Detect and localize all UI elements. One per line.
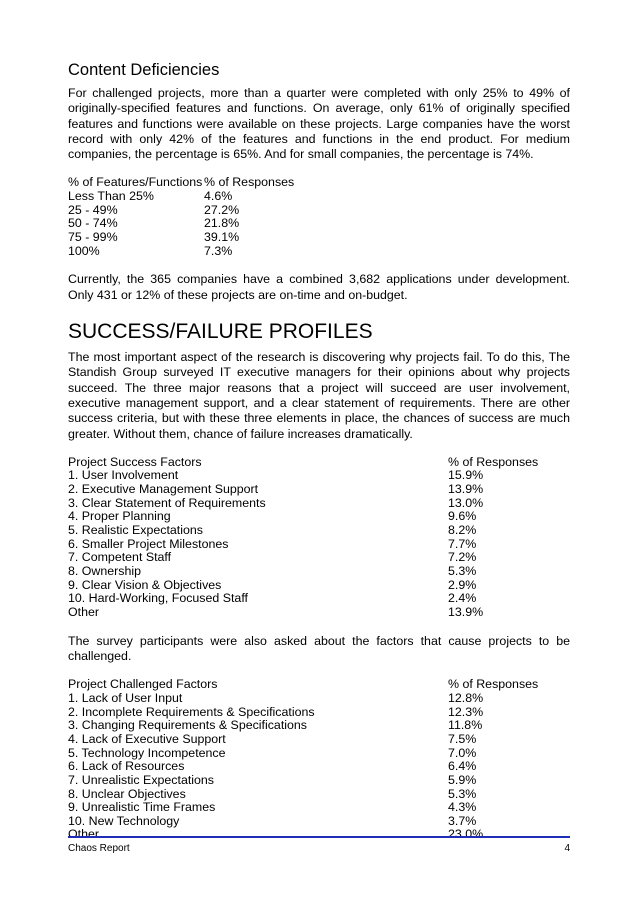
table-value-cell: 4.6% — [204, 189, 233, 204]
table-header-cell: % of Responses — [448, 677, 539, 692]
table-value-cell: 27.2% — [204, 202, 240, 217]
table-row — [68, 469, 538, 483]
table-row — [68, 483, 538, 497]
features-functions-table — [68, 176, 294, 258]
table-row — [68, 217, 294, 231]
table-label-cell: 25 - 49% — [68, 202, 118, 217]
table-label-cell: 1. User Involvement — [68, 468, 179, 483]
table-value-cell: 9.6% — [448, 509, 477, 524]
table-value-cell: 7.5% — [448, 731, 477, 746]
table-value-cell: 39.1% — [204, 230, 240, 245]
table-value-cell: 5.3% — [448, 786, 477, 801]
table-label-cell: 8. Unclear Objectives — [68, 786, 186, 801]
table-row — [68, 190, 294, 204]
table-header-cell: Project Challenged Factors — [68, 677, 218, 692]
table-value-cell: 12.3% — [448, 704, 484, 719]
table-label-cell: 50 - 74% — [68, 216, 118, 231]
success-factors-table — [68, 456, 538, 620]
table-value-cell: 5.3% — [448, 564, 477, 579]
table-label-cell: Less Than 25% — [68, 189, 154, 204]
table-row — [68, 719, 538, 733]
table-label-cell: 7. Competent Staff — [68, 550, 172, 565]
table-label-cell: 10. New Technology — [68, 813, 180, 828]
table-value-cell: 21.8% — [204, 216, 240, 231]
table-value-cell: 15.9% — [448, 468, 484, 483]
table-row — [68, 231, 294, 245]
table-row — [68, 788, 538, 802]
challenged-intro-paragraph: The survey participants were also asked about the factors that cause projects to be challenged. — [68, 633, 570, 663]
table-label-cell: 2. Executive Management Support — [68, 482, 259, 497]
table-value-cell: 13.9% — [448, 482, 484, 497]
table-value-cell: 12.8% — [448, 690, 484, 705]
table-value-cell: 4.3% — [448, 800, 477, 815]
success-failure-heading: SUCCESS/FAILURE PROFILES — [68, 320, 373, 344]
table-value-cell: 13.9% — [448, 605, 484, 620]
table-value-cell: 11.8% — [448, 718, 483, 733]
footer-title: Chaos Report — [68, 843, 130, 854]
content-deficiencies-paragraph: For challenged projects, more than a quarter were completed with only 25% to 49% of originally-specified features and functions. On average, only 61% of originally specified features and functions were available on these projects. Large companies have the worst record with only 42% of the features and functions in the end product. For medium companies, the percentage is 65%. And for small companies, the percentage is 74%. — [68, 86, 570, 162]
page-content — [68, 60, 570, 842]
table-label-cell: 5. Technology Incompetence — [68, 745, 226, 760]
table-row — [68, 747, 538, 761]
table-row — [68, 538, 538, 552]
table-value-cell: 3.7% — [448, 813, 477, 828]
table-value-cell: 5.9% — [448, 772, 477, 787]
table-row — [68, 579, 538, 593]
table-value-cell: 2.9% — [448, 577, 477, 592]
table-label-cell: 9. Clear Vision & Objectives — [68, 577, 222, 592]
table-row — [68, 204, 294, 218]
table-label-cell: 6. Lack of Resources — [68, 759, 185, 774]
page-number: 4 — [564, 843, 570, 854]
table-label-cell: 3. Clear Statement of Requirements — [68, 495, 266, 510]
table-header-cell: % of Responses — [448, 454, 539, 469]
table-header-row — [68, 176, 294, 190]
table-row — [68, 592, 538, 606]
table-label-cell: 5. Realistic Expectations — [68, 523, 203, 538]
table-label-cell: 10. Hard-Working, Focused Staff — [68, 591, 248, 606]
footer-rule — [68, 836, 570, 838]
table-value-cell: 7.0% — [448, 745, 477, 760]
table-label-cell: 6. Smaller Project Milestones — [68, 536, 229, 551]
table-header-cell: % of Responses — [204, 175, 295, 190]
table-label-cell: Other — [68, 605, 99, 620]
table-value-cell: 7.2% — [448, 550, 477, 565]
table-row — [68, 606, 538, 620]
table-value-cell: 2.4% — [448, 591, 477, 606]
table-label-cell: 4. Proper Planning — [68, 509, 171, 524]
table-label-cell: 1. Lack of User Input — [68, 690, 183, 705]
table-row — [68, 774, 538, 788]
table-value-cell: 7.7% — [448, 536, 477, 551]
table-label-cell: 100% — [68, 243, 100, 258]
table-row — [68, 733, 538, 747]
table-header-cell: Project Success Factors — [68, 454, 202, 469]
applications-paragraph: Currently, the 365 companies have a combined 3,682 applications under development. Only 431 or 12% of these projects are on-time and on-budget. — [68, 272, 570, 302]
table-row — [68, 760, 538, 774]
table-row — [68, 524, 538, 538]
table-label-cell: Other — [68, 827, 99, 842]
table-row — [68, 692, 538, 706]
table-row — [68, 706, 538, 720]
table-row — [68, 551, 538, 565]
table-row — [68, 497, 538, 511]
table-label-cell: 75 - 99% — [68, 230, 118, 245]
table-label-cell: 2. Incomplete Requirements & Specifications — [68, 704, 315, 719]
table-row — [68, 510, 538, 524]
challenged-factors-table — [68, 678, 538, 842]
table-label-cell: 8. Ownership — [68, 564, 142, 579]
table-value-cell: 8.2% — [448, 523, 477, 538]
table-row — [68, 245, 294, 259]
table-label-cell: 3. Changing Requirements & Specifications — [68, 718, 307, 733]
table-value-cell: 13.0% — [448, 495, 484, 510]
table-value-cell: 7.3% — [204, 243, 233, 258]
table-value-cell: 23.0% — [448, 827, 484, 842]
table-value-cell: 6.4% — [448, 759, 477, 774]
table-label-cell: 7. Unrealistic Expectations — [68, 772, 215, 787]
table-header-row — [68, 456, 538, 470]
table-label-cell: 9. Unrealistic Time Frames — [68, 800, 216, 815]
content-deficiencies-heading: Content Deficiencies — [68, 61, 220, 79]
table-label-cell: 4. Lack of Executive Support — [68, 731, 226, 746]
table-header-row — [68, 678, 538, 692]
table-row — [68, 815, 538, 829]
table-header-cell: % of Features/Functions — [68, 175, 203, 190]
table-row — [68, 565, 538, 579]
success-failure-paragraph: The most important aspect of the research is discovering why projects fail. To do this, The Standish Group surveyed IT executive managers for their opinions about why projects succeed. The three major reasons that a project will succeed are user involvement, executive management support, and a clear statement of requirements. There are other success criteria, but with these three elements in place, the chances of success are much greater. Without them, chance of failure increases dramatically. — [68, 350, 570, 441]
table-row — [68, 801, 538, 815]
